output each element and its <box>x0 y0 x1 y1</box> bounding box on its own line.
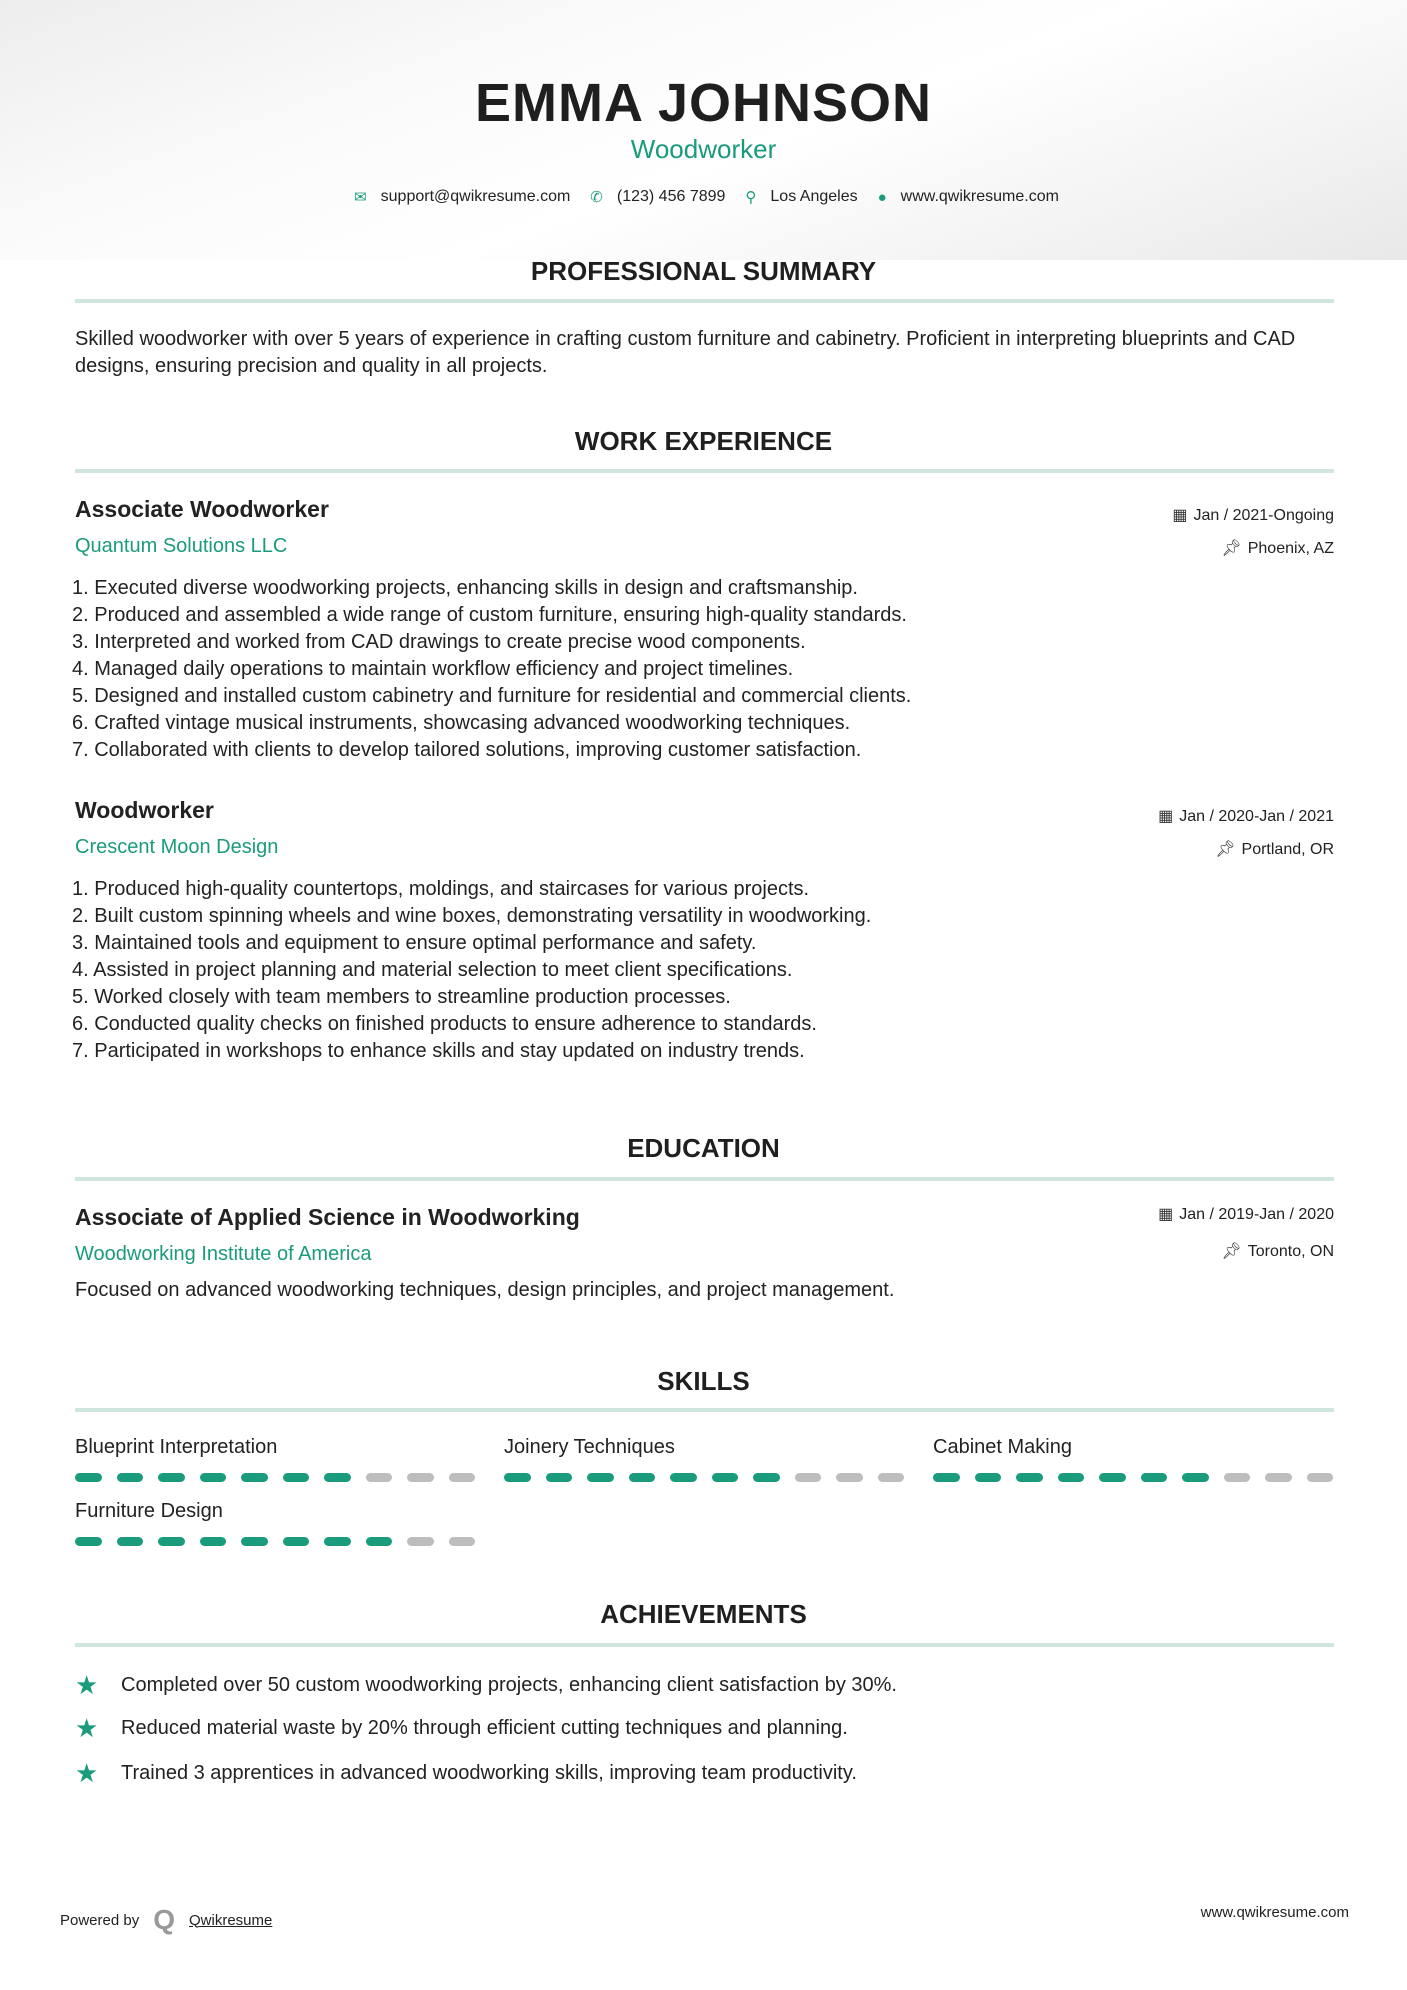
skill-name: Joinery Techniques <box>504 1436 675 1458</box>
section-heading-achievements: ACHIEVEMENTS <box>600 1599 807 1629</box>
brand-link[interactable]: Qwikresume <box>189 1911 273 1929</box>
skill-dot-filled <box>366 1537 393 1546</box>
skill-dot-filled <box>546 1473 573 1482</box>
skill-level-meter <box>75 1537 475 1546</box>
skill-dot-filled <box>1058 1473 1085 1482</box>
skill-dot-empty <box>407 1473 434 1482</box>
skill-name: Furniture Design <box>75 1500 223 1522</box>
location-pin-icon: ⚲ <box>745 189 757 206</box>
skill-dot-filled <box>283 1537 310 1546</box>
footer-powered <box>60 1904 272 1936</box>
job-company: Crescent Moon Design <box>75 836 279 858</box>
summary-text: Skilled woodworker with over 5 years of experience in crafting custom furniture and cabinetry. Proficient in interpreting blueprints and CAD designs, ensuring precision and quality in all projects. <box>75 328 1296 377</box>
list-item: 2. Produced and assembled a wide range of custom furniture, ensuring high-quality standards. <box>72 604 907 626</box>
skill-dot-filled <box>712 1473 739 1482</box>
skill-dot-filled <box>1099 1473 1126 1482</box>
calendar-icon: ▦ <box>1158 808 1174 825</box>
section-heading-summary: PROFESSIONAL SUMMARY <box>530 256 877 286</box>
email-icon: ✉ <box>354 189 367 206</box>
skill-dot-filled <box>324 1473 351 1482</box>
skill-dot-filled <box>158 1537 185 1546</box>
achievement-item <box>75 1670 897 1701</box>
job-dates <box>1158 806 1334 826</box>
list-item: 7. Participated in workshops to enhance skills and stay updated on industry trends. <box>72 1040 805 1062</box>
list-item: 1. Produced high-quality countertops, moldings, and staircases for various projects. <box>72 878 810 900</box>
achievement-text: Completed over 50 custom woodworking projects, enhancing client satisfaction by 30%. <box>121 1674 897 1696</box>
job-dates <box>1172 505 1334 525</box>
skill-dot-filled <box>117 1473 144 1482</box>
skill-dot-empty <box>366 1473 393 1482</box>
skill-dot-empty <box>836 1473 863 1482</box>
skill-dot-filled <box>975 1473 1002 1482</box>
list-item: 5. Worked closely with team members to streamline production processes. <box>72 986 731 1008</box>
job-company: Quantum Solutions LLC <box>75 535 288 557</box>
star-icon: ★ <box>75 1713 99 1743</box>
section-divider <box>75 1643 1334 1647</box>
phone-icon: ✆ <box>590 189 603 206</box>
skill-level-meter <box>504 1473 904 1482</box>
skill-dot-filled <box>753 1473 780 1482</box>
section-divider <box>75 1408 1334 1412</box>
skill-dot-filled <box>241 1473 268 1482</box>
list-item: 2. Built custom spinning wheels and wine boxes, demonstrating versatility in woodworking. <box>72 905 872 927</box>
skill-dot-empty <box>1224 1473 1251 1482</box>
skill-dot-filled <box>75 1537 102 1546</box>
contact-bar <box>0 188 1407 206</box>
list-item: 6. Conducted quality checks on finished products to ensure adherence to standards. <box>72 1013 817 1035</box>
achievement-text: Trained 3 apprentices in advanced woodworking skills, improving team productivity. <box>121 1762 857 1784</box>
job-bullets <box>72 876 871 1065</box>
achievement-text: Reduced material waste by 20% through efficient cutting techniques and planning. <box>121 1717 848 1739</box>
skill-dot-filled <box>587 1473 614 1482</box>
skill-dot-filled <box>158 1473 185 1482</box>
contact-email[interactable]: support@qwikresume.com <box>380 188 571 205</box>
skill-dot-filled <box>1016 1473 1043 1482</box>
skill-dot-empty <box>878 1473 905 1482</box>
star-icon: ★ <box>75 1670 99 1700</box>
calendar-icon: ▦ <box>1172 507 1188 524</box>
skill-dot-filled <box>629 1473 656 1482</box>
skill-level-meter <box>933 1473 1333 1482</box>
skill-dot-filled <box>241 1537 268 1546</box>
section-divider <box>75 299 1334 303</box>
school-name: Woodworking Institute of America <box>75 1243 372 1265</box>
list-item: 6. Crafted vintage musical instruments, showcasing advanced woodworking techniques. <box>72 712 851 734</box>
skill-dot-empty <box>449 1473 476 1482</box>
skill-level-meter <box>75 1473 475 1482</box>
pin-icon: 📌︎ <box>1221 540 1242 557</box>
skill-dot-empty <box>1265 1473 1292 1482</box>
skill-dot-empty <box>407 1537 434 1546</box>
list-item: 7. Collaborated with clients to develop tailored solutions, improving customer satisfaction. <box>72 739 862 761</box>
skill-dot-filled <box>200 1473 227 1482</box>
skill-item <box>504 1436 904 1482</box>
footer-website[interactable]: www.qwikresume.com <box>1200 1904 1349 1921</box>
skill-dot-filled <box>1182 1473 1209 1482</box>
skill-dot-filled <box>1141 1473 1168 1482</box>
job-dates-text: Jan / 2021-Ongoing <box>1193 507 1334 524</box>
skill-dot-filled <box>670 1473 697 1482</box>
skill-name: Cabinet Making <box>933 1436 1072 1458</box>
education-description: Focused on advanced woodworking techniques, design principles, and project management. <box>75 1279 895 1301</box>
section-divider <box>75 469 1334 473</box>
candidate-name: EMMA JOHNSON <box>474 73 933 133</box>
job-location-text: Portland, OR <box>1241 841 1334 858</box>
skill-dot-empty <box>1307 1473 1334 1482</box>
skill-dot-empty <box>795 1473 822 1482</box>
list-item: 4. Managed daily operations to maintain workflow efficiency and project timelines. <box>72 658 794 680</box>
powered-by-label: Powered by <box>60 1911 140 1929</box>
list-item: 1. Executed diverse woodworking projects, enhancing skills in design and craftsmanship. <box>72 577 858 599</box>
job-bullets <box>72 575 911 764</box>
skill-dot-filled <box>200 1537 227 1546</box>
job-title: Associate Woodworker <box>75 496 329 522</box>
job-location <box>1215 839 1334 859</box>
skill-dot-empty <box>449 1537 476 1546</box>
skill-dot-filled <box>324 1537 351 1546</box>
section-heading-skills: SKILLS <box>657 1366 750 1396</box>
job-location <box>1221 538 1334 558</box>
list-item: 5. Designed and installed custom cabinetry and furniture for residential and commercial clients. <box>72 685 912 707</box>
job-location-text: Phoenix, AZ <box>1247 540 1334 557</box>
degree-title: Associate of Applied Science in Woodworking <box>75 1204 580 1230</box>
education-dates <box>1158 1204 1334 1224</box>
education-location <box>1221 1241 1334 1261</box>
candidate-title: Woodworker <box>630 134 777 164</box>
pin-icon: 📌︎ <box>1221 1243 1242 1260</box>
star-icon: ★ <box>75 1758 99 1788</box>
list-item: 4. Assisted in project planning and material selection to meet client specifications. <box>72 959 793 981</box>
qwikresume-logo-icon: Q <box>153 1904 175 1935</box>
skill-item <box>933 1436 1333 1482</box>
section-divider <box>75 1177 1334 1181</box>
job-title: Woodworker <box>75 797 214 823</box>
list-item: 3. Maintained tools and equipment to ensure optimal performance and safety. <box>72 932 757 954</box>
achievement-item <box>75 1758 857 1789</box>
section-heading-education: EDUCATION <box>627 1133 780 1163</box>
job-dates-text: Jan / 2020-Jan / 2021 <box>1179 808 1334 825</box>
skill-dot-filled <box>117 1537 144 1546</box>
skill-item <box>75 1436 475 1482</box>
skill-dot-filled <box>933 1473 960 1482</box>
education-dates-text: Jan / 2019-Jan / 2020 <box>1179 1206 1334 1223</box>
contact-website[interactable]: www.qwikresume.com <box>900 188 1059 205</box>
contact-location: Los Angeles <box>770 188 858 205</box>
skill-dot-filled <box>283 1473 310 1482</box>
skill-dot-filled <box>504 1473 531 1482</box>
globe-icon: ● <box>877 188 887 206</box>
skill-dot-filled <box>75 1473 102 1482</box>
calendar-icon: ▦ <box>1158 1206 1174 1223</box>
list-item: 3. Interpreted and worked from CAD drawings to create precise wood components. <box>72 631 806 653</box>
skill-item <box>75 1500 475 1546</box>
skill-name: Blueprint Interpretation <box>75 1436 278 1458</box>
pin-icon: 📌︎ <box>1215 841 1236 858</box>
achievement-item <box>75 1713 848 1744</box>
section-heading-experience: WORK EXPERIENCE <box>574 426 833 456</box>
education-location-text: Toronto, ON <box>1247 1243 1334 1260</box>
contact-phone: (123) 456 7899 <box>616 188 726 205</box>
